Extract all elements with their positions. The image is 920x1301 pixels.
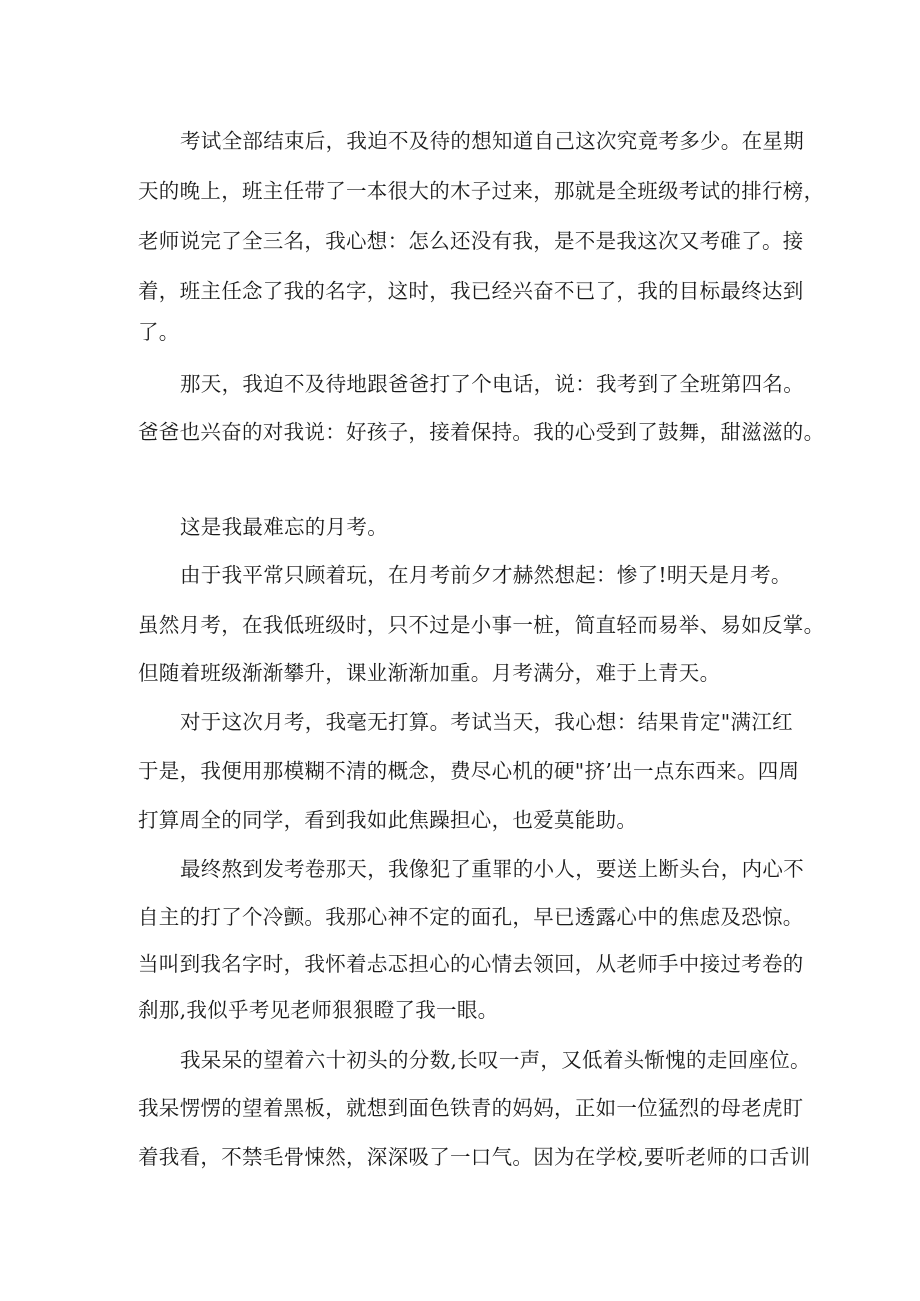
text-line: 老师说完了全三名，我心想：怎么还没有我，是不是我这次又考碓了。接 xyxy=(138,229,804,253)
text-line: 对于这次月考，我毫无打算。考试当天，我心想：结果肯定"满江红 xyxy=(180,710,793,734)
text-line: 于是，我便用那模糊不清的概念，费尽心机的硬"挤’出一点东西来。四周 xyxy=(138,759,800,783)
text-line: 虽然月考，在我低班级时，只不过是小事一桩，简直轻而易举、易如反掌。 xyxy=(138,613,825,637)
text-line: 但随着班级渐渐攀升，课业渐渐加重。月考满分，难于上青天。 xyxy=(138,661,721,685)
text-line: 天的晚上，班主任带了一本很大的木子过来，那就是全班级考试的排行榜， xyxy=(138,179,825,203)
text-line: 刹那,我似乎考见老师狠狠瞪了我一眼。 xyxy=(138,998,499,1022)
text-line: 由于我平常只顾着玩，在月考前夕才赫然想起：惨了!明天是月考。 xyxy=(180,563,792,587)
text-line: 那天，我迫不及待地跟爸爸打了个电话，说：我考到了全班第四名。 xyxy=(180,372,804,396)
text-line: 考试全部结束后，我迫不及待的想知道自己这次究竟考多少。在星期 xyxy=(180,129,804,153)
text-line: 我呆愣愣的望着黑板，就想到面色铁青的妈妈，正如一位猛烈的母老虎盯 xyxy=(138,1096,804,1120)
text-line: 了。 xyxy=(138,320,180,344)
text-line: 爸爸也兴奋的对我说：好孩子，接着保持。我的心受到了鼓舞，甜滋滋的。 xyxy=(138,420,825,444)
text-line: 着，班主任念了我的名字，这时，我已经兴奋不已了，我的目标最终达到 xyxy=(138,279,804,303)
text-line: 着我看，不禁毛骨悚然，深深吸了一口气。因为在学校,要听老师的口舌训 xyxy=(138,1145,811,1169)
text-line: 这是我最难忘的月考。 xyxy=(180,515,388,539)
text-line: 自主的打了个冷颤。我那心神不定的面孔，早已透露心中的焦虑及恐惊。 xyxy=(138,905,804,929)
text-line: 我呆呆的望着六十初头的分数,长叹一声，又低着头惭愧的走回座位。 xyxy=(180,1048,811,1072)
text-line: 打算周全的同学，看到我如此焦躁担心，也爱莫能助。 xyxy=(138,808,638,832)
text-line: 当叫到我名字时，我怀着忐忑担心的心情去领回，从老师手中接过考卷的 xyxy=(138,952,804,976)
text-line: 最终熬到发考卷那天，我像犯了重罪的小人，要送上断头台，内心不 xyxy=(180,857,804,881)
